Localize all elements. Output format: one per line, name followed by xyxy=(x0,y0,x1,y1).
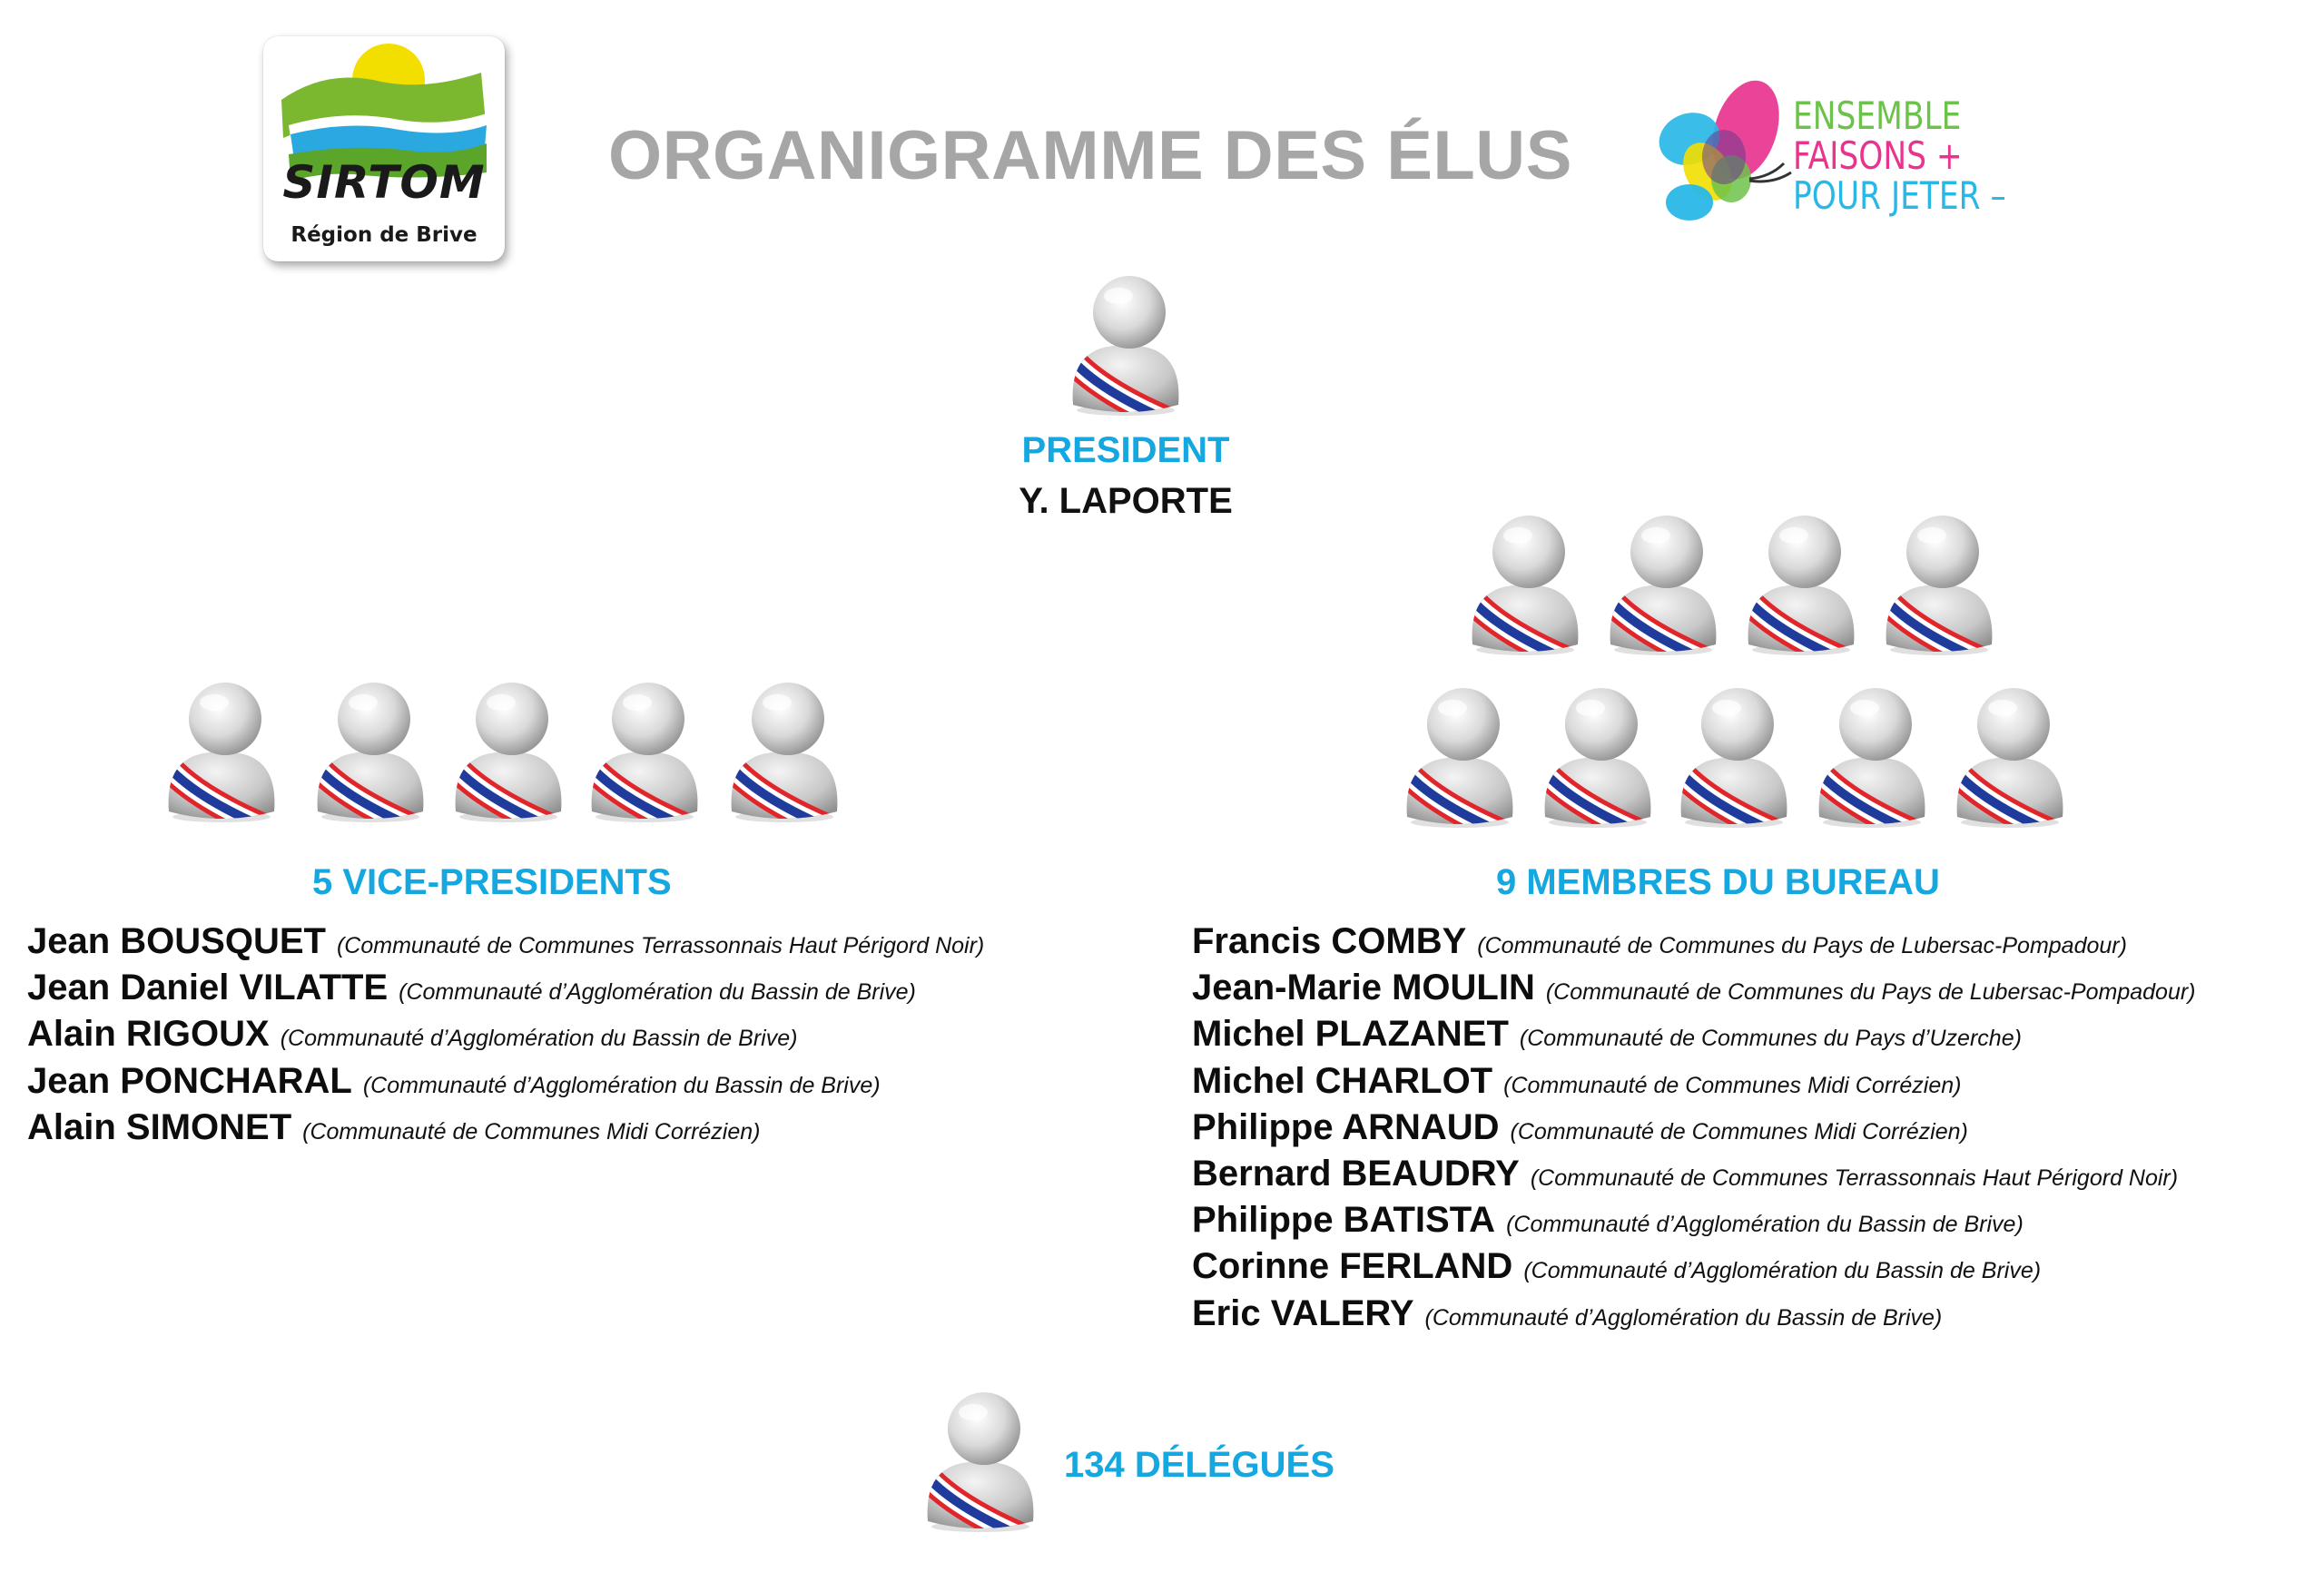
delegates-label: 134 DÉLÉGUÉS xyxy=(1064,1445,1334,1485)
president-name: Y. LAPORTE xyxy=(1019,481,1233,521)
vice-president-avatar-icon xyxy=(583,675,706,824)
bureau-title: 9 MEMBRES DU BUREAU xyxy=(1496,862,1940,902)
member-name: Bernard BEAUDRY xyxy=(1192,1153,1520,1194)
member-name: Michel CHARLOT xyxy=(1192,1060,1493,1101)
sirtom-region-label: Région de Brive xyxy=(290,223,478,247)
member-organisation: (Communauté de Communes Terrassonnais Haut Périgord Noir) xyxy=(336,933,985,958)
member-row xyxy=(1192,1058,2196,1105)
member-name: Michel PLAZANET xyxy=(1192,1014,1509,1055)
vice-president-avatar-icon xyxy=(309,675,432,824)
president-title: PRESIDENT xyxy=(1021,430,1230,470)
sirtom-wordmark: SIRTOM xyxy=(282,156,486,209)
member-organisation: (Communauté d’Agglomération du Bassin de Brive) xyxy=(399,979,916,1006)
member-organisation: (Communauté de Communes du Pays de Lubersac-Pompadour) xyxy=(1477,933,2127,958)
member-organisation: (Communauté d’Agglomération du Bassin de Brive) xyxy=(1523,1258,2042,1284)
member-name: Jean-Marie MOULIN xyxy=(1192,968,1535,1008)
bureau-member-avatar-icon xyxy=(1601,508,1725,657)
member-name: Alain RIGOUX xyxy=(27,1014,270,1055)
member-row xyxy=(27,965,984,1011)
bureau-member-avatar-icon xyxy=(1398,681,1521,830)
slogan-line-ensemble: ENSEMBLE xyxy=(1793,93,1962,138)
bureau-member-avatar-icon xyxy=(1536,681,1659,830)
member-name: Eric VALERY xyxy=(1192,1292,1414,1333)
bureau-member-avatar-icon xyxy=(1877,508,2001,657)
vice-presidents-list xyxy=(27,919,984,1151)
slogan-line-pour-jeter: POUR JETER – xyxy=(1793,173,2006,218)
president-avatar-icon xyxy=(1064,269,1187,418)
page-title: ORGANIGRAMME DES ÉLUS xyxy=(608,117,1572,194)
member-row xyxy=(1192,1243,2196,1290)
member-row xyxy=(1192,1197,2196,1243)
member-row xyxy=(1192,1291,2196,1337)
member-organisation: (Communauté de Communes du Pays de Lubersac-Pompadour) xyxy=(1545,979,2196,1006)
ensemble-campaign-logo xyxy=(1648,77,2102,231)
member-row xyxy=(1192,919,2196,965)
butterfly-icon xyxy=(1648,77,1802,231)
delegate-avatar-icon xyxy=(919,1385,1042,1534)
vice-president-avatar-icon xyxy=(160,675,283,824)
member-name: Jean BOUSQUET xyxy=(27,921,326,961)
member-row xyxy=(27,1058,984,1105)
bureau-member-avatar-icon xyxy=(1463,508,1587,657)
member-name: Philippe ARNAUD xyxy=(1192,1106,1500,1147)
member-row xyxy=(1192,1011,2196,1057)
member-row xyxy=(27,919,984,965)
bureau-member-avatar-icon xyxy=(1739,508,1863,657)
member-name: Francis COMBY xyxy=(1192,921,1467,961)
member-organisation: (Communauté de Communes Midi Corrézien) xyxy=(302,1118,761,1145)
member-organisation: (Communauté de Communes Terrassonnais Haut Périgord Noir) xyxy=(1530,1164,2179,1191)
member-row xyxy=(27,1011,984,1057)
member-row xyxy=(27,1105,984,1151)
sirtom-logo xyxy=(263,36,505,261)
member-row xyxy=(1192,1105,2196,1151)
slogan-line-faisons: FAISONS + xyxy=(1793,133,1963,178)
vice-president-avatar-icon xyxy=(447,675,570,824)
member-row xyxy=(1192,965,2196,1011)
member-organisation: (Communauté de Communes du Pays d’Uzerche) xyxy=(1519,1026,2022,1052)
vice-president-avatar-icon xyxy=(723,675,846,824)
member-name: Alain SIMONET xyxy=(27,1106,292,1147)
member-name: Jean PONCHARAL xyxy=(27,1060,352,1101)
bureau-member-avatar-icon xyxy=(1948,681,2072,830)
member-organisation: (Communauté d’Agglomération du Bassin de Brive) xyxy=(1424,1304,1943,1331)
member-name: Corinne FERLAND xyxy=(1192,1246,1513,1287)
member-name: Philippe BATISTA xyxy=(1192,1200,1496,1241)
bureau-members-list xyxy=(1192,919,2196,1337)
bureau-member-avatar-icon xyxy=(1672,681,1796,830)
member-organisation: (Communauté d’Agglomération du Bassin de Brive) xyxy=(362,1072,881,1098)
member-organisation: (Communauté d’Agglomération du Bassin de Brive) xyxy=(280,1026,798,1052)
member-row xyxy=(1192,1151,2196,1197)
vice-presidents-title: 5 VICE-PRESIDENTS xyxy=(312,862,672,902)
bureau-member-avatar-icon xyxy=(1810,681,1934,830)
member-organisation: (Communauté d’Agglomération du Bassin de Brive) xyxy=(1506,1212,2024,1238)
member-name: Jean Daniel VILATTE xyxy=(27,968,389,1008)
member-organisation: (Communauté de Communes Midi Corrézien) xyxy=(1503,1072,1962,1098)
member-organisation: (Communauté de Communes Midi Corrézien) xyxy=(1510,1118,1968,1145)
